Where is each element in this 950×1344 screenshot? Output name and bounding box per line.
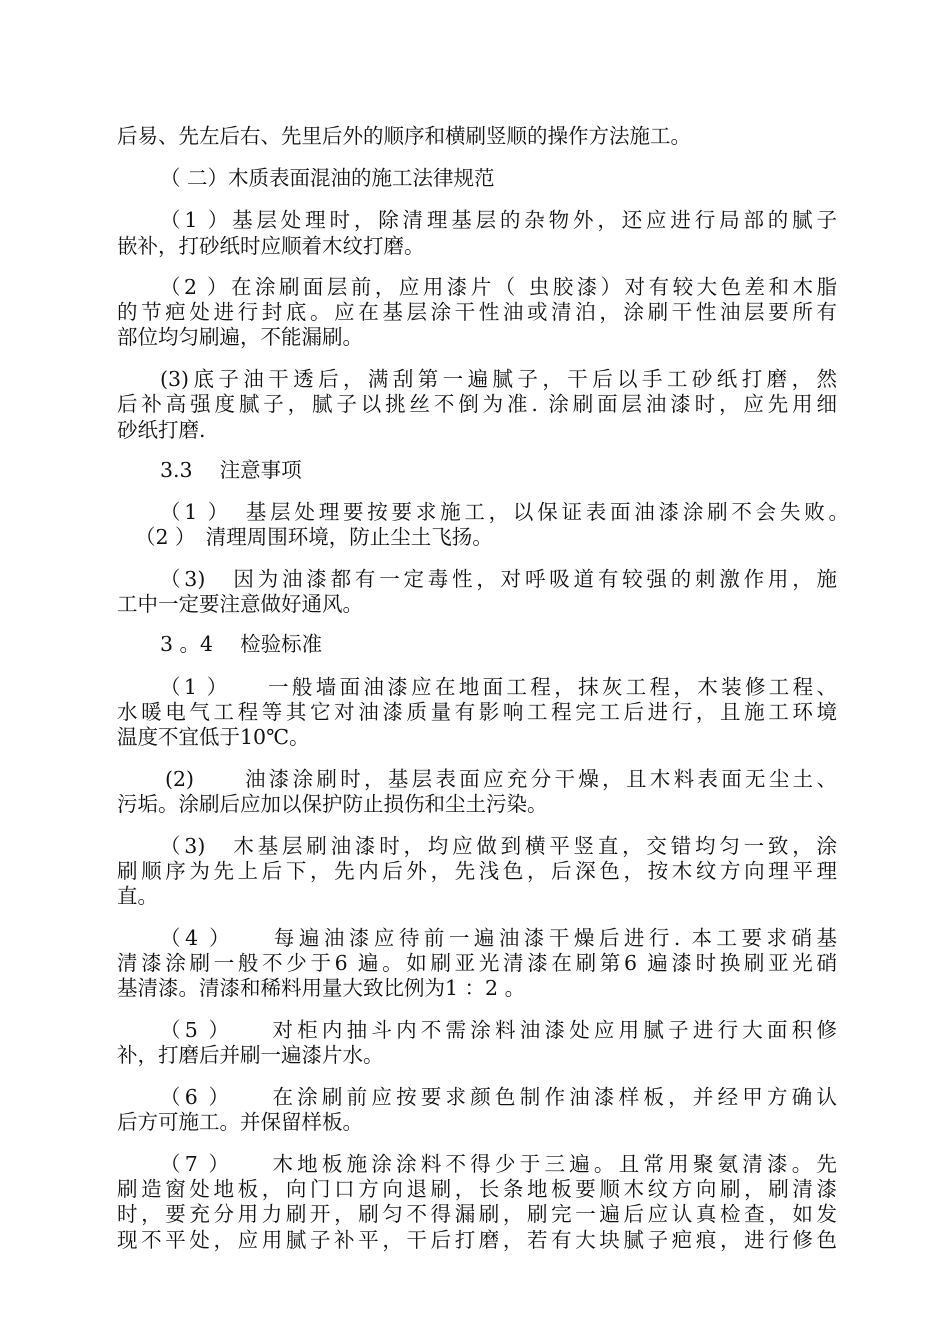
text-line: （1 ） 一般墙面油漆应在地面工程，抹灰工程，木装修工程、 bbox=[160, 675, 837, 699]
text-line: 清漆涂刷一般不少于6 遍。如刷亚光清漆在刷第6 遍漆时换刷亚光硝 bbox=[117, 951, 837, 975]
text-line: 刷顺序为先上后下，先内后外，先浅色，后深色，按木纹方向理平理 bbox=[117, 859, 837, 883]
text-line: 直。 bbox=[117, 884, 158, 908]
text-line: 后方可施工。并保留样板。 bbox=[117, 1110, 363, 1134]
text-line: （6 ） 在涂刷前应按要求颜色制作油漆样板，并经甲方确认 bbox=[160, 1085, 837, 1109]
text-line: 砂纸打磨. bbox=[117, 418, 206, 442]
section-heading: 3 。4 检验标准 bbox=[160, 632, 323, 656]
text-line: (3)底子油干透后，满刮第一遍腻子，干后以手工砂纸打磨，然 bbox=[160, 367, 837, 391]
text-line: 刷造窗处地板，向门口方向退刷，长条地板要顺木纹方向刷，刷清漆 bbox=[117, 1177, 837, 1201]
section-heading: 3.3 注意事项 bbox=[160, 458, 302, 482]
text-line: 后补高强度腻子，腻子以挑丝不倒为准. 涂刷面层油漆时，应先用细 bbox=[117, 392, 837, 416]
text-line: （2 ）在涂刷面层前，应用漆片（ 虫胶漆）对有较大色差和木脂 bbox=[160, 275, 837, 299]
text-line: (2) 油漆涂刷时，基层表面应充分干燥，且木料表面无尘土、 bbox=[165, 767, 837, 791]
text-line: 时，要充分用力刷开，刷匀不得漏刷，刷完一遍后应认真检查，如发 bbox=[117, 1202, 837, 1226]
text-line: （7 ） 木地板施涂涂料不得少于三遍。且常用聚氨清漆。先 bbox=[160, 1152, 837, 1176]
text-line: 水暖电气工程等其它对油漆质量有影响工程完工后进行，且施工环境 bbox=[117, 700, 837, 724]
text-line: 工中一定要注意做好通风。 bbox=[117, 592, 363, 616]
text-line: （3) 因为油漆都有一定毒性，对呼吸道有较强的刺激作用，施 bbox=[160, 567, 837, 591]
text-line: 温度不宜低于10℃。 bbox=[117, 725, 310, 749]
text-line: （4 ） 每遍油漆应待前一遍油漆干燥后进行. 本工要求硝基 bbox=[160, 926, 837, 950]
text-line: 补，打磨后并刷一遍漆片水。 bbox=[117, 1043, 384, 1067]
text-line: 后易、先左后右、先里后外的顺序和横刷竖顺的操作方法施工。 bbox=[117, 124, 691, 148]
text-line: （2 ） 清理周围环境，防止尘土飞扬。 bbox=[135, 525, 493, 549]
text-line: 污垢。涂刷后应加以保护防止损伤和尘土污染。 bbox=[117, 792, 548, 816]
text-line: 嵌补，打砂纸时应顺着木纹打磨。 bbox=[117, 234, 425, 258]
text-line: 现不平处，应用腻子补平，干后打磨，若有大块腻子疤痕，进行修色 bbox=[117, 1228, 837, 1252]
text-line: （3) 木基层刷油漆时，均应做到横平竖直，交错均匀一致，涂 bbox=[160, 834, 837, 858]
text-line: 基清漆。清漆和稀料用量大致比例为1 ：2 。 bbox=[117, 976, 526, 1000]
text-line: （1 ） 基层处理要按要求施工，以保证表面油漆涂刷不会失败。 bbox=[160, 500, 849, 524]
text-line: （1 ）基层处理时，除清理基层的杂物外，还应进行局部的腻子 bbox=[160, 208, 837, 232]
section-heading: （ 二）木质表面混油的施工法律规范 bbox=[160, 166, 495, 190]
text-line: 部位均匀刷遍，不能漏刷。 bbox=[117, 325, 363, 349]
text-line: （5 ） 对柜内抽斗内不需涂料油漆处应用腻子进行大面积修 bbox=[160, 1018, 837, 1042]
text-line: 的节疤处进行封底。应在基层涂干性油或清泊，涂刷干性油层要所有 bbox=[117, 300, 837, 324]
